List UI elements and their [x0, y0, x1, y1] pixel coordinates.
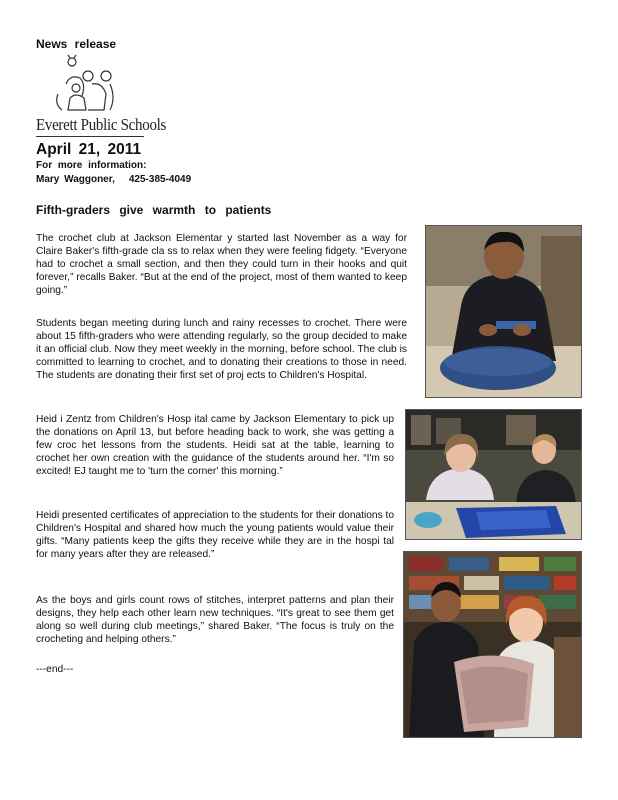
photo-boy-and-visitor — [403, 551, 582, 738]
contact-name: Mary Waggoner, — [36, 174, 115, 185]
body-paragraph: Heidi presented certificates of appreciation to the students for their donations to Children's Hospital and shared how much the young patients would value their gifts. “Many patients keep the gifts they receive while they are in the hospi tal for many years after they are released.” — [36, 510, 394, 560]
headline: Fifth-graders give warmth to patients — [36, 203, 272, 217]
photo-boy-crocheting — [425, 225, 582, 398]
release-date: April 21, 2011 — [36, 141, 142, 158]
family-logo-icon — [36, 54, 148, 118]
logo-wordmark: Everett Public Schools — [36, 116, 167, 135]
logo-underline — [36, 136, 144, 137]
body-paragraph: Students began meeting during lunch and rainy recesses to crochet. There were about 15 fifth-graders who were attending regularly, so the group decided to make it an official club. Now they meet weekly in the morning, before school. The club is committed to learning to crochet, and to donating their creations to those in need. The students are donating their first set of proj ects to Children's Hospital. — [36, 318, 407, 381]
end-mark: ---end--- — [36, 664, 74, 675]
contact-line — [36, 174, 191, 185]
body-paragraph: As the boys and girls count rows of stitches, interpret patterns and plan their designs, they help each other learn new techniques. “It's great to see them get along so well during club meetings,” shared Baker. “The focus is truly on the crocheting and helping others.” — [36, 595, 394, 645]
more-info-label: For more information: — [36, 160, 147, 171]
contact-phone: 425-385-4049 — [128, 174, 192, 185]
photo-library-table — [405, 409, 582, 540]
body-paragraph: The crochet club at Jackson Elementar y started last November as a way for Claire Baker's fifth-grade cla ss to relax when they were feeling fidgety. “Everyone had to crochet a small section, and then they could turn in their hooks and quit forever,” recalls Baker. “But at the end of the project, most of them wanted to keep going.” — [36, 233, 407, 296]
news-release-label: News release — [36, 37, 117, 51]
body-paragraph: Heid i Zentz from Children's Hosp ital came by Jackson Elementary to pick up the donations on April 13, but before heading back to work, she was getting a few croc het lessons from the students. Heidi sat at the table, learning to crochet her own creation with the guidance of the students around her. “I'm so excited! EJ taught me to 'turn the corner' this morning.” — [36, 414, 394, 477]
